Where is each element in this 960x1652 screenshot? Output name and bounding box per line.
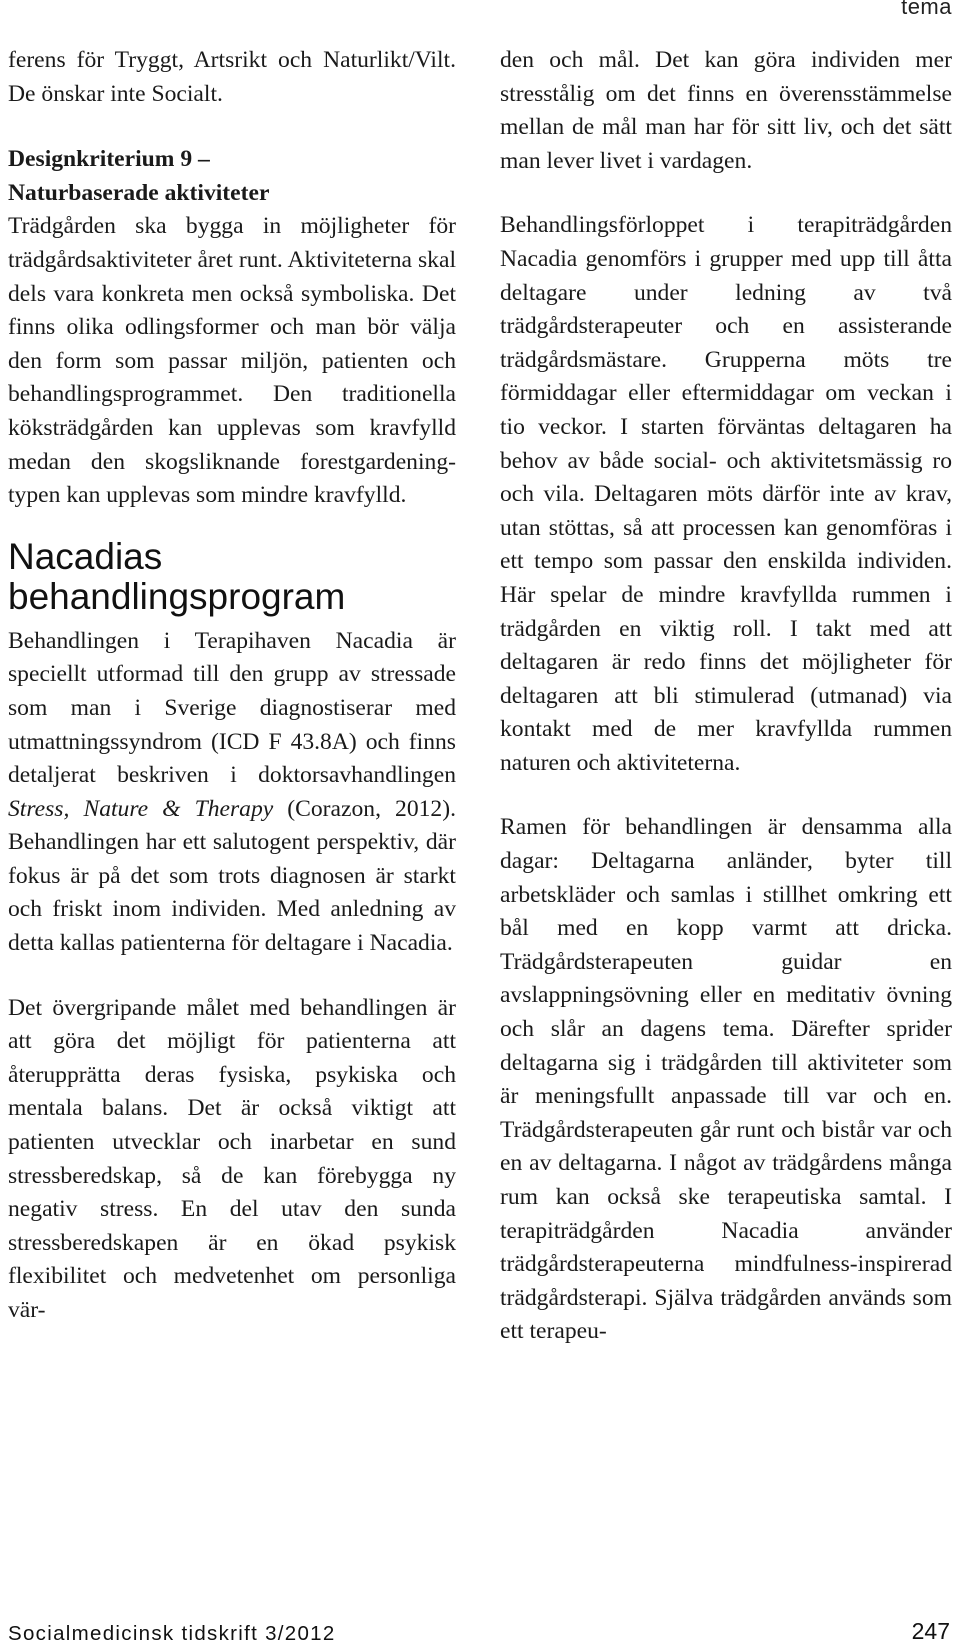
program-text-start: Behandlingen i Terapihaven Nacadia är speciellt utformad till den grupp av stressade som man i Sverige diagnostiserar med utmattningssyndrom (ICD F 43.8A) och finns detaljerat beskriven i doktorsavhandlingen [8, 627, 456, 789]
section-heading: Nacadias behandlingsprogram [8, 535, 346, 617]
left-column [8, 44, 456, 1328]
criterion-heading-line2: Naturbaserade aktiviteter [8, 179, 270, 206]
daily-frame-paragraph: Ramen för behandlingen är densamma alla dagar: Deltagarna anländer, byter till arbetskläder och samlas i stillhet omkring ett bål med en kopp varmt att dricka. Trädgårdsterapeuten guidar en avslappningsövning eller en meditativ övning och slår an dagens tema. Därefter sprider deltagarna sig i trädgården till aktiviteter som är meningsfullt anpassade till var och en. Trädgårdsterapeuten går runt och bistår var och en av deltagarna. I något av trädgårdens många rum kan också ske terapeutiska samtal. I terapiträdgården Nacadia använder trädgårdsterapeuterna mindfulness-inspirerad trädgårdsterapi. Själva trädgården används som ett terapeu- [500, 814, 952, 1345]
right-column [500, 44, 952, 1349]
values-paragraph: den och mål. Det kan göra individen mer stresstålig om det finns en överensstämmelse mellan de mål man har för sitt liv, och det sätt man lever livet i vardagen. [500, 47, 952, 174]
criterion-block [8, 143, 456, 513]
intro-paragraph: ferens för Tryggt, Artsrikt och Naturlikt/Vilt. De önskar inte Socialt. [8, 47, 456, 107]
criterion-heading-line1: Designkriterium 9 – [8, 146, 210, 173]
dissertation-title: Stress, Nature & Therapy [8, 795, 274, 822]
page-number: 247 [911, 1618, 950, 1644]
treatment-course-paragraph: Behandlingsförloppet i terapiträdgården Nacadia genomförs i grupper med upp till åtta deltagare under ledning av två trädgårdsterapeuter och en assisterande trädgårdsmästare. Grupperna möts tre förmiddagar eller eftermiddagar om veckan i tio veckor. I starten förväntas deltagaren ha behov av både social- och aktivitetsmässig ro och vila. Deltagaren möts därför inte av krav, utan stöttas, så att processen kan genomföras i ett tempo som passar den enskilda individen. Här spelar de mindre kravfyllda rummen i trädgården en viktig roll. I takt med att deltagaren är redo finns det möjligheter för deltagaren att bli stimulerad (utmanad) via kontakt med de mer kravfyllda rummen naturen och aktiviteterna. [500, 212, 952, 776]
program-text-end: (Corazon, 2012). Behandlingen har ett salutogent perspektiv, där fokus är på det som trots diagnosen är starkt och friskt inom individen. Med anledning av detta kallas patienterna för deltagare i Nacadia. [8, 795, 456, 957]
journal-footer: Socialmedicinsk tidskrift 3/2012 [8, 1622, 336, 1645]
goal-paragraph: Det övergripande målet med behandlingen är att göra det möjligt för patienterna att återupprätta deras fysiska, psykiska och mentala balans. Det är också viktigt att patienten utvecklar och inarbetar en sund stressberedskap, så de kan förebygga ny negativ stress. En del utav den sunda stressberedskapen är en ökad psykisk flexibilitet och medvetenhet om personliga vär- [8, 994, 456, 1323]
criterion-body: Trädgården ska bygga in möjligheter för trädgårdsaktiviteter året runt. Aktiviteterna skal dels vara konkreta men också symboliska. Det finns olika odlingsformer och man bör välja den form som passar miljön, patienten och behandlingsprogrammet. Den traditionella köksträdgården kan upplevas som kravfylld medan den skogsliknande forestgardening- typen kan upplevas som mindre kravfylld. [8, 213, 456, 509]
program-paragraph [8, 625, 456, 961]
section-tag: tema [901, 0, 952, 19]
